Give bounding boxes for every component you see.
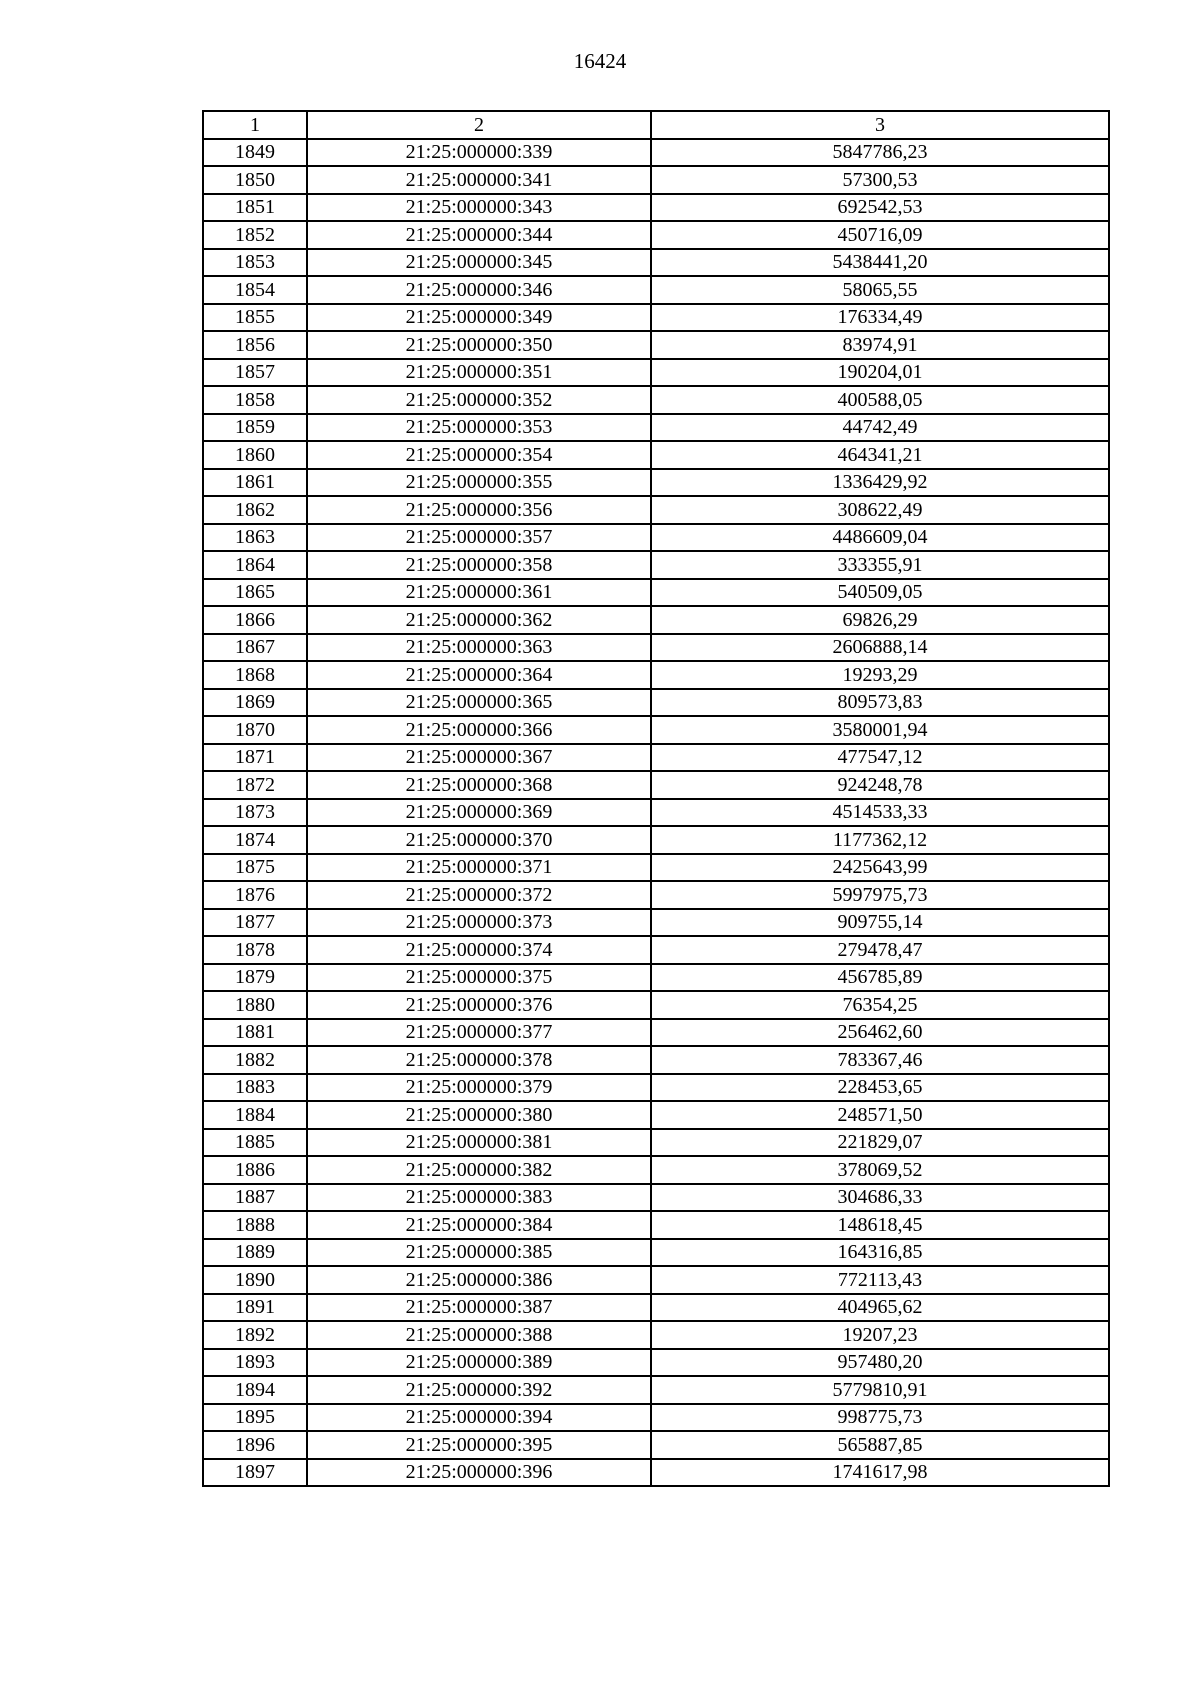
cadastral-number-cell: 21:25:000000:367 [307,744,651,772]
table-row [203,1184,1109,1212]
row-number-cell: 1875 [203,854,307,882]
header-cell-2: 2 [307,111,651,139]
value-cell: 190204,01 [651,359,1109,387]
row-number-cell: 1880 [203,991,307,1019]
cadastral-number-cell: 21:25:000000:379 [307,1074,651,1102]
value-cell: 477547,12 [651,744,1109,772]
value-cell: 248571,50 [651,1101,1109,1129]
row-number-cell: 1853 [203,249,307,277]
row-number-cell: 1863 [203,524,307,552]
value-cell: 957480,20 [651,1349,1109,1377]
value-cell: 4514533,33 [651,799,1109,827]
cadastral-number-cell: 21:25:000000:351 [307,359,651,387]
table-row [203,139,1109,167]
value-cell: 692542,53 [651,194,1109,222]
row-number-cell: 1860 [203,441,307,469]
value-cell: 809573,83 [651,689,1109,717]
cadastral-number-cell: 21:25:000000:361 [307,579,651,607]
value-cell: 2425643,99 [651,854,1109,882]
cadastral-number-cell: 21:25:000000:343 [307,194,651,222]
cadastral-number-cell: 21:25:000000:362 [307,606,651,634]
row-number-cell: 1873 [203,799,307,827]
table-body [203,139,1109,1487]
row-number-cell: 1852 [203,221,307,249]
row-number-cell: 1864 [203,551,307,579]
cadastral-number-cell: 21:25:000000:346 [307,276,651,304]
table-row [203,634,1109,662]
header-cell-3: 3 [651,111,1109,139]
value-cell: 57300,53 [651,166,1109,194]
value-cell: 83974,91 [651,331,1109,359]
table-row [203,524,1109,552]
table-row [203,441,1109,469]
value-cell: 4486609,04 [651,524,1109,552]
table-row [203,881,1109,909]
value-cell: 44742,49 [651,414,1109,442]
cadastral-number-cell: 21:25:000000:371 [307,854,651,882]
table-row [203,386,1109,414]
value-cell: 565887,85 [651,1431,1109,1459]
table-row [203,854,1109,882]
row-number-cell: 1862 [203,496,307,524]
row-number-cell: 1895 [203,1404,307,1432]
row-number-cell: 1881 [203,1019,307,1047]
value-cell: 909755,14 [651,909,1109,937]
row-number-cell: 1876 [203,881,307,909]
table-row [203,1046,1109,1074]
row-number-cell: 1888 [203,1211,307,1239]
value-cell: 1741617,98 [651,1459,1109,1487]
cadastral-number-cell: 21:25:000000:385 [307,1239,651,1267]
row-number-cell: 1872 [203,771,307,799]
value-cell: 924248,78 [651,771,1109,799]
cadastral-number-cell: 21:25:000000:377 [307,1019,651,1047]
table-row [203,964,1109,992]
cadastral-number-cell: 21:25:000000:383 [307,1184,651,1212]
table-row [203,359,1109,387]
value-cell: 400588,05 [651,386,1109,414]
cadastral-number-cell: 21:25:000000:365 [307,689,651,717]
table-row [203,826,1109,854]
value-cell: 5997975,73 [651,881,1109,909]
cadastral-number-cell: 21:25:000000:353 [307,414,651,442]
table-row [203,1239,1109,1267]
cadastral-number-cell: 21:25:000000:357 [307,524,651,552]
table-row [203,1211,1109,1239]
value-cell: 464341,21 [651,441,1109,469]
row-number-cell: 1878 [203,936,307,964]
value-cell: 228453,65 [651,1074,1109,1102]
value-cell: 19207,23 [651,1321,1109,1349]
table-row [203,304,1109,332]
cadastral-number-cell: 21:25:000000:350 [307,331,651,359]
value-cell: 3580001,94 [651,716,1109,744]
cadastral-number-cell: 21:25:000000:364 [307,661,651,689]
cadastral-number-cell: 21:25:000000:344 [307,221,651,249]
cadastral-number-cell: 21:25:000000:356 [307,496,651,524]
table-row [203,771,1109,799]
table-row [203,991,1109,1019]
cadastral-number-cell: 21:25:000000:358 [307,551,651,579]
table-row [203,1376,1109,1404]
table-row [203,221,1109,249]
row-number-cell: 1850 [203,166,307,194]
row-number-cell: 1855 [203,304,307,332]
value-cell: 304686,33 [651,1184,1109,1212]
table-row [203,579,1109,607]
cadastral-number-cell: 21:25:000000:373 [307,909,651,937]
cadastral-number-cell: 21:25:000000:345 [307,249,651,277]
row-number-cell: 1867 [203,634,307,662]
cadastral-number-cell: 21:25:000000:380 [307,1101,651,1129]
cadastral-number-cell: 21:25:000000:341 [307,166,651,194]
row-number-cell: 1868 [203,661,307,689]
header-row [203,111,1109,139]
cadastral-number-cell: 21:25:000000:349 [307,304,651,332]
table-row [203,661,1109,689]
value-cell: 1336429,92 [651,469,1109,497]
table-row [203,331,1109,359]
row-number-cell: 1865 [203,579,307,607]
row-number-cell: 1890 [203,1266,307,1294]
value-cell: 2606888,14 [651,634,1109,662]
cadastral-number-cell: 21:25:000000:382 [307,1156,651,1184]
cadastral-number-cell: 21:25:000000:387 [307,1294,651,1322]
table-row [203,1101,1109,1129]
row-number-cell: 1879 [203,964,307,992]
value-cell: 19293,29 [651,661,1109,689]
table-row [203,1129,1109,1157]
table-row [203,1404,1109,1432]
table-row [203,1321,1109,1349]
row-number-cell: 1856 [203,331,307,359]
value-cell: 256462,60 [651,1019,1109,1047]
value-cell: 76354,25 [651,991,1109,1019]
row-number-cell: 1857 [203,359,307,387]
value-cell: 58065,55 [651,276,1109,304]
value-cell: 5847786,23 [651,139,1109,167]
value-cell: 5779810,91 [651,1376,1109,1404]
table-row [203,1156,1109,1184]
cadastral-number-cell: 21:25:000000:368 [307,771,651,799]
row-number-cell: 1887 [203,1184,307,1212]
row-number-cell: 1883 [203,1074,307,1102]
row-number-cell: 1882 [203,1046,307,1074]
value-cell: 998775,73 [651,1404,1109,1432]
row-number-cell: 1884 [203,1101,307,1129]
cadastral-number-cell: 21:25:000000:384 [307,1211,651,1239]
row-number-cell: 1869 [203,689,307,717]
data-table [202,110,1110,1487]
row-number-cell: 1870 [203,716,307,744]
row-number-cell: 1885 [203,1129,307,1157]
table-row [203,194,1109,222]
value-cell: 148618,45 [651,1211,1109,1239]
row-number-cell: 1896 [203,1431,307,1459]
value-cell: 333355,91 [651,551,1109,579]
table-row [203,799,1109,827]
row-number-cell: 1858 [203,386,307,414]
cadastral-number-cell: 21:25:000000:388 [307,1321,651,1349]
cadastral-number-cell: 21:25:000000:370 [307,826,651,854]
table-row [203,166,1109,194]
row-number-cell: 1886 [203,1156,307,1184]
cadastral-number-cell: 21:25:000000:381 [307,1129,651,1157]
row-number-cell: 1894 [203,1376,307,1404]
value-cell: 176334,49 [651,304,1109,332]
row-number-cell: 1854 [203,276,307,304]
cadastral-number-cell: 21:25:000000:376 [307,991,651,1019]
cadastral-number-cell: 21:25:000000:375 [307,964,651,992]
cadastral-number-cell: 21:25:000000:369 [307,799,651,827]
row-number-cell: 1893 [203,1349,307,1377]
table-row [203,249,1109,277]
row-number-cell: 1877 [203,909,307,937]
table-row [203,1459,1109,1487]
table-row [203,1349,1109,1377]
value-cell: 279478,47 [651,936,1109,964]
row-number-cell: 1874 [203,826,307,854]
table-row [203,909,1109,937]
row-number-cell: 1849 [203,139,307,167]
value-cell: 404965,62 [651,1294,1109,1322]
cadastral-number-cell: 21:25:000000:355 [307,469,651,497]
table-row [203,606,1109,634]
row-number-cell: 1897 [203,1459,307,1487]
cadastral-number-cell: 21:25:000000:389 [307,1349,651,1377]
table-row [203,276,1109,304]
table-row [203,1431,1109,1459]
value-cell: 378069,52 [651,1156,1109,1184]
row-number-cell: 1889 [203,1239,307,1267]
row-number-cell: 1892 [203,1321,307,1349]
table-row [203,1266,1109,1294]
value-cell: 1177362,12 [651,826,1109,854]
table-row [203,496,1109,524]
value-cell: 540509,05 [651,579,1109,607]
table-row [203,716,1109,744]
cadastral-number-cell: 21:25:000000:392 [307,1376,651,1404]
cadastral-number-cell: 21:25:000000:354 [307,441,651,469]
value-cell: 221829,07 [651,1129,1109,1157]
cadastral-number-cell: 21:25:000000:378 [307,1046,651,1074]
table-row [203,1019,1109,1047]
value-cell: 164316,85 [651,1239,1109,1267]
value-cell: 308622,49 [651,496,1109,524]
cadastral-number-cell: 21:25:000000:396 [307,1459,651,1487]
cadastral-number-cell: 21:25:000000:386 [307,1266,651,1294]
cadastral-number-cell: 21:25:000000:363 [307,634,651,662]
cadastral-number-cell: 21:25:000000:352 [307,386,651,414]
row-number-cell: 1866 [203,606,307,634]
row-number-cell: 1851 [203,194,307,222]
cadastral-number-cell: 21:25:000000:339 [307,139,651,167]
cadastral-number-cell: 21:25:000000:395 [307,1431,651,1459]
header-cell-1: 1 [203,111,307,139]
value-cell: 450716,09 [651,221,1109,249]
table-row [203,469,1109,497]
page-number: 16424 [573,49,627,73]
cadastral-number-cell: 21:25:000000:374 [307,936,651,964]
value-cell: 69826,29 [651,606,1109,634]
row-number-cell: 1891 [203,1294,307,1322]
table-header [203,111,1109,139]
table-row [203,744,1109,772]
table-row [203,551,1109,579]
table-row [203,936,1109,964]
row-number-cell: 1861 [203,469,307,497]
table-row [203,414,1109,442]
value-cell: 5438441,20 [651,249,1109,277]
table-row [203,1074,1109,1102]
value-cell: 783367,46 [651,1046,1109,1074]
cadastral-number-cell: 21:25:000000:372 [307,881,651,909]
cadastral-number-cell: 21:25:000000:394 [307,1404,651,1432]
value-cell: 456785,89 [651,964,1109,992]
row-number-cell: 1859 [203,414,307,442]
table-row [203,1294,1109,1322]
table-row [203,689,1109,717]
value-cell: 772113,43 [651,1266,1109,1294]
cadastral-number-cell: 21:25:000000:366 [307,716,651,744]
row-number-cell: 1871 [203,744,307,772]
